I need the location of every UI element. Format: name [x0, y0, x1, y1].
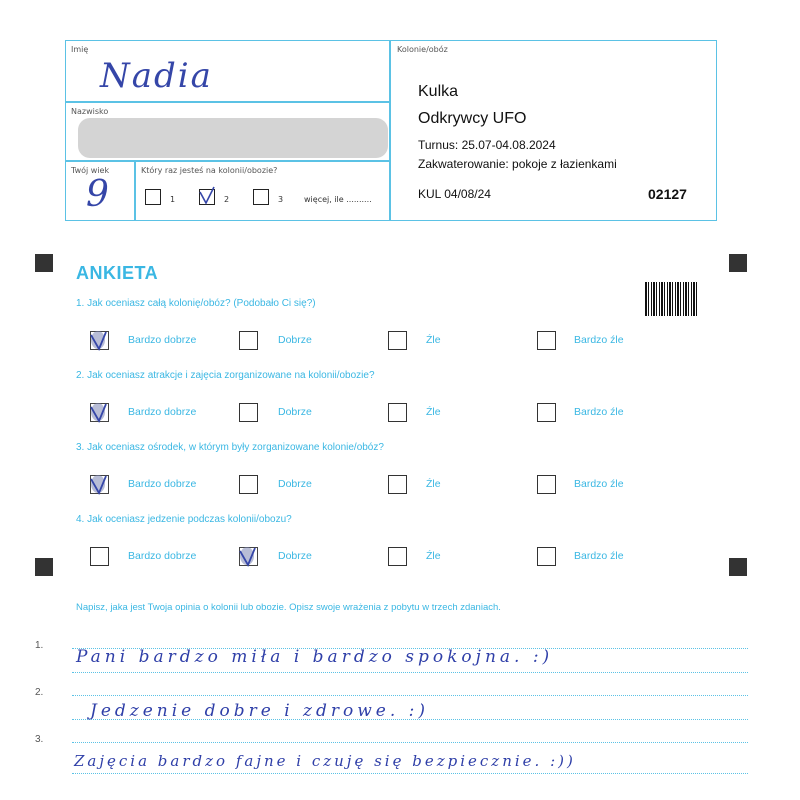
question-1-option-1-label: Bardzo dobrze: [128, 334, 197, 346]
divider-vertical: [389, 40, 391, 221]
visit-option-1-label: 1: [170, 195, 176, 204]
opinion-prompt: Napisz, jaka jest Twoja opinia o kolonii lub obozie. Opisz swoje wrażenia z pobytu w trzech zdaniach.: [76, 602, 501, 613]
question-1-option-2-label: Dobrze: [278, 334, 312, 346]
visit-option-3-checkbox[interactable]: [253, 189, 269, 205]
registration-marker-top-left: [35, 254, 53, 272]
answer-1[interactable]: Pani bardzo miła i bardzo spokojna. :): [76, 647, 554, 667]
question-1-text: 1. Jak oceniasz całą kolonię/obóz? (Podobało Ci się?): [76, 298, 316, 309]
question-2-option-2-checkbox[interactable]: [239, 403, 258, 422]
answer-3[interactable]: Zajęcia bardzo fajne i czuję się bezpiecznie. :)): [74, 752, 576, 770]
checkmark-icon: [237, 544, 261, 570]
answer-line: [72, 773, 748, 774]
question-1-option-3-label: Źle: [426, 334, 441, 346]
question-3-option-3-label: Źle: [426, 478, 441, 490]
answer-line: [72, 695, 748, 696]
question-4-option-2-label: Dobrze: [278, 550, 312, 562]
question-4-option-3-label: Źle: [426, 550, 441, 562]
question-1-option-4-label: Bardzo źle: [574, 334, 624, 346]
question-3-option-4-label: Bardzo źle: [574, 478, 624, 490]
checkmark-icon: [88, 472, 112, 498]
question-3-option-2-checkbox[interactable]: [239, 475, 258, 494]
checkmark-icon: [198, 186, 220, 208]
question-4-option-4-label: Bardzo źle: [574, 550, 624, 562]
registration-marker-top-right: [729, 254, 747, 272]
registration-marker-bottom-left: [35, 558, 53, 576]
question-3-text: 3. Jak oceniasz ośrodek, w którym były zorganizowane kolonie/obóz?: [76, 442, 384, 453]
kolonie-label: Kolonie/obóz: [397, 45, 448, 54]
camp-program: Odkrywcy UFO: [418, 110, 527, 127]
question-3-option-3-checkbox[interactable]: [388, 475, 407, 494]
visit-option-3-label: 3: [278, 195, 284, 204]
zakwaterowanie: Zakwaterowanie: pokoje z łazienkami: [418, 157, 617, 171]
question-3-option-4-checkbox[interactable]: [537, 475, 556, 494]
question-2-option-1-label: Bardzo dobrze: [128, 406, 197, 418]
question-3-option-2-label: Dobrze: [278, 478, 312, 490]
answer-2[interactable]: Jedzenie dobre i zdrowe. :): [90, 701, 430, 721]
form-number: 02127: [648, 186, 687, 202]
question-2-text: 2. Jak oceniasz atrakcje i zajęcia zorganizowane na kolonii/obozie?: [76, 370, 375, 381]
question-2-option-4-label: Bardzo źle: [574, 406, 624, 418]
question-4-option-4-checkbox[interactable]: [537, 547, 556, 566]
nazwisko-redacted: [78, 118, 388, 158]
wiek-label: Twój wiek: [71, 166, 110, 175]
question-3-option-1-label: Bardzo dobrze: [128, 478, 197, 490]
barcode: [645, 282, 699, 316]
visit-option-1-checkbox[interactable]: [145, 189, 161, 205]
wiek-value[interactable]: 9: [86, 174, 109, 215]
divider-age: [134, 160, 136, 221]
question-4-option-1-checkbox[interactable]: [90, 547, 109, 566]
wiecej-label: więcej, ile ..........: [304, 195, 372, 204]
question-2-option-3-checkbox[interactable]: [388, 403, 407, 422]
question-4-option-1-label: Bardzo dobrze: [128, 550, 197, 562]
checkmark-icon: [88, 400, 112, 426]
imie-label: Imię: [71, 45, 89, 54]
question-1-option-4-checkbox[interactable]: [537, 331, 556, 350]
visit-option-2-label: 2: [224, 195, 230, 204]
camp-code: KUL 04/08/24: [418, 187, 491, 201]
divider-name: [65, 101, 390, 103]
divider-surname: [65, 160, 390, 162]
question-2-option-3-label: Źle: [426, 406, 441, 418]
line-number-2: 2.: [35, 687, 44, 698]
camp-name: Kulka: [418, 83, 459, 100]
question-4-text: 4. Jak oceniasz jedzenie podczas kolonii/obozu?: [76, 514, 292, 525]
turnus: Turnus: 25.07-04.08.2024: [418, 138, 556, 152]
answer-line: [72, 742, 748, 743]
ktory-raz-label: Który raz jesteś na kolonii/obozie?: [141, 166, 278, 175]
question-2-option-2-label: Dobrze: [278, 406, 312, 418]
question-4-option-2-checkbox[interactable]: [239, 547, 258, 566]
checkmark-icon: [88, 328, 112, 354]
registration-marker-bottom-right: [729, 558, 747, 576]
visit-option-2-checkbox[interactable]: [199, 189, 215, 205]
question-1-option-3-checkbox[interactable]: [388, 331, 407, 350]
question-4-option-3-checkbox[interactable]: [388, 547, 407, 566]
imie-value[interactable]: Nadia: [100, 56, 213, 96]
nazwisko-label: Nazwisko: [71, 107, 109, 116]
question-1-option-1-checkbox[interactable]: [90, 331, 109, 350]
line-number-1: 1.: [35, 640, 44, 651]
question-2-option-1-checkbox[interactable]: [90, 403, 109, 422]
line-number-3: 3.: [35, 734, 44, 745]
survey-title: ANKIETA: [76, 263, 159, 283]
question-2-option-4-checkbox[interactable]: [537, 403, 556, 422]
answer-line: [72, 672, 748, 673]
question-3-option-1-checkbox[interactable]: [90, 475, 109, 494]
question-1-option-2-checkbox[interactable]: [239, 331, 258, 350]
